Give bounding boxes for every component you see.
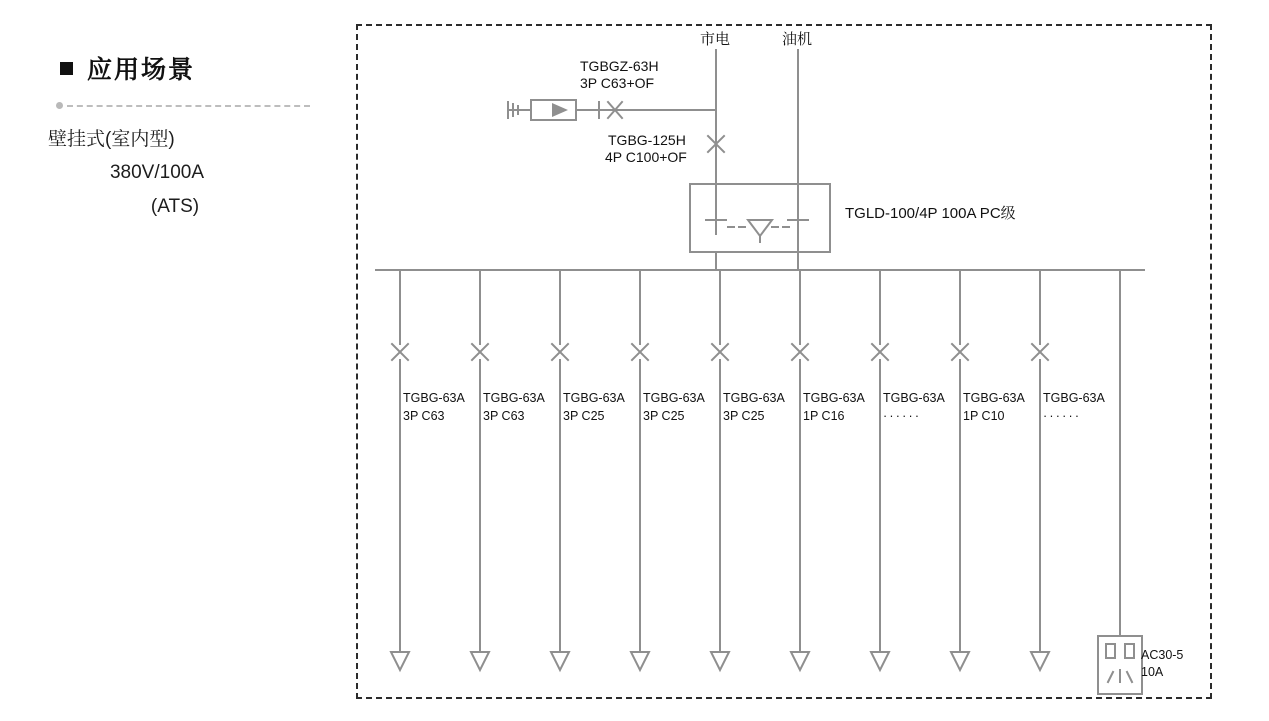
main-breaker-label-line2: 4P C100+OF xyxy=(605,149,687,165)
branch-label-6-spec: 1P C16 xyxy=(803,409,845,423)
section-title xyxy=(40,50,310,86)
single-line-schematic xyxy=(356,24,1212,699)
ats-label: TGLD-100/4P 100A PC级 xyxy=(845,205,1016,222)
branch-label-3-spec: 3P C25 xyxy=(563,409,605,423)
branch-label-8-model: TGBG-63A xyxy=(963,391,1025,405)
branch-label-2-spec: 3P C63 xyxy=(483,409,525,423)
main-breaker-label-line1: TGBG-125H xyxy=(608,132,686,148)
device-arrow-icon xyxy=(552,103,568,117)
branch-label-1-spec: 3P C63 xyxy=(403,409,445,423)
decorative-divider xyxy=(40,102,310,109)
divider-dot-icon xyxy=(56,102,63,109)
socket-slot-right xyxy=(1125,644,1134,658)
branch-label-9-model: TGBG-63A xyxy=(1043,391,1105,405)
branch-load-arrow-9 xyxy=(1031,652,1049,670)
socket-label-line2: 10A xyxy=(1141,665,1164,679)
caption-line-3: (ATS) xyxy=(150,195,200,217)
branch-load-arrow-7 xyxy=(871,652,889,670)
branch-load-arrow-5 xyxy=(711,652,729,670)
socket-label-line1: AC30-5 xyxy=(1141,648,1184,662)
branch-label-2-model: TGBG-63A xyxy=(483,391,545,405)
branch-label-4-model: TGBG-63A xyxy=(643,391,705,405)
branch-label-7-spec: ······ xyxy=(883,409,922,423)
branch-load-arrow-3 xyxy=(551,652,569,670)
ats-triangle-icon xyxy=(748,220,772,236)
branch-load-arrow-8 xyxy=(951,652,969,670)
branch-label-9-spec: ······ xyxy=(1043,409,1082,423)
caption-line-2: 380V/100A xyxy=(109,162,205,184)
socket-outlet-body xyxy=(1098,636,1142,694)
section-title-text: 应用场景 xyxy=(87,56,196,84)
branch-label-3-model: TGBG-63A xyxy=(563,391,625,405)
branch-label-8-spec: 1P C10 xyxy=(963,409,1005,423)
branch-label-5-spec: 3P C25 xyxy=(723,409,765,423)
caption-block xyxy=(40,123,270,223)
branch-label-7-model: TGBG-63A xyxy=(883,391,945,405)
branch-load-arrow-1 xyxy=(391,652,409,670)
caption-line-1: 壁挂式(室内型) xyxy=(48,129,175,150)
branch-load-arrow-2 xyxy=(471,652,489,670)
socket-pin-marks xyxy=(1108,670,1132,682)
branch-label-6-model: TGBG-63A xyxy=(803,391,865,405)
socket-slot-left xyxy=(1106,644,1115,658)
incoming-breaker-label-line1: TGBGZ-63H xyxy=(580,58,659,74)
incoming-breaker-label-line2: 3P C63+OF xyxy=(580,75,655,91)
divider-dash-line xyxy=(67,105,310,107)
square-bullet-icon xyxy=(60,62,73,75)
left-panel xyxy=(40,50,310,223)
branch-label-4-spec: 3P C25 xyxy=(643,409,685,423)
source-label-mains: 市电 xyxy=(700,31,731,48)
branch-load-arrow-6 xyxy=(791,652,809,670)
branch-label-1-model: TGBG-63A xyxy=(403,391,465,405)
branch-label-5-model: TGBG-63A xyxy=(723,391,785,405)
branch-load-arrow-4 xyxy=(631,652,649,670)
source-label-generator: 油机 xyxy=(782,31,813,48)
